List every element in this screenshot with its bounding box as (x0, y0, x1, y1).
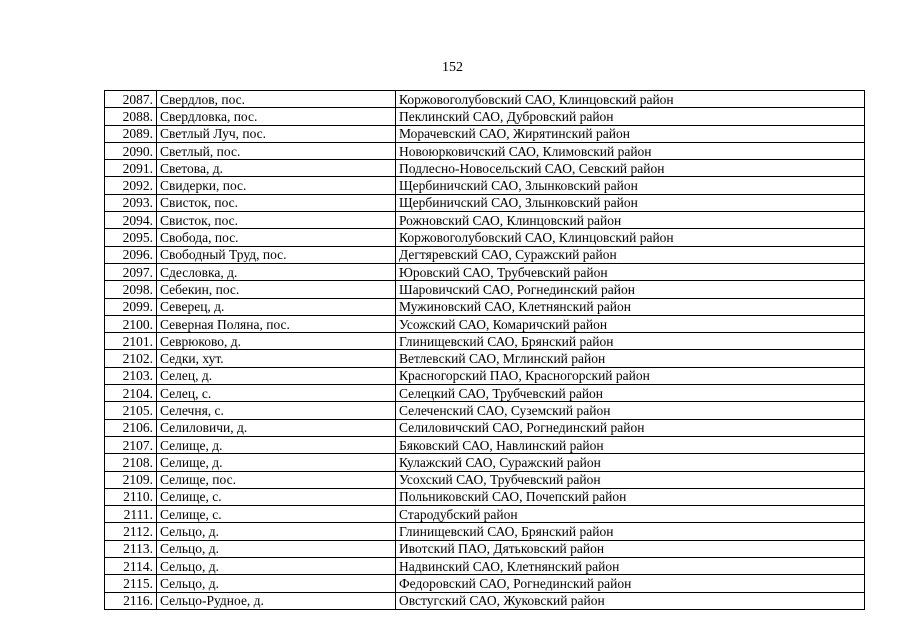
row-number-cell: 2100. (105, 315, 157, 332)
administrative-district-cell: Шаровичский САО, Рогнединский район (396, 281, 865, 298)
settlement-name-cell: Селец, с. (157, 385, 396, 402)
table-row (105, 558, 865, 575)
settlement-name-cell: Селище, д. (157, 454, 396, 471)
row-number-cell: 2110. (105, 488, 157, 505)
settlement-name-cell: Селечня, с. (157, 402, 396, 419)
administrative-district-cell: Морачевский САО, Жирятинский район (396, 125, 865, 142)
administrative-district-cell: Усохский САО, Трубчевский район (396, 471, 865, 488)
table-row (105, 402, 865, 419)
table-row (105, 160, 865, 177)
row-number-cell: 2112. (105, 523, 157, 540)
settlements-table (104, 90, 865, 610)
settlement-name-cell: Селище, пос. (157, 471, 396, 488)
table-row (105, 350, 865, 367)
administrative-district-cell: Усожский САО, Комаричский район (396, 315, 865, 332)
administrative-district-cell: Федоровский САО, Рогнединский район (396, 575, 865, 592)
settlements-table-body (105, 91, 865, 610)
settlement-name-cell: Свидерки, пос. (157, 177, 396, 194)
administrative-district-cell: Подлесно-Новосельский САО, Севский район (396, 160, 865, 177)
administrative-district-cell: Селиловичский САО, Рогнединский район (396, 419, 865, 436)
table-row (105, 177, 865, 194)
administrative-district-cell: Польниковский САО, Почепский район (396, 488, 865, 505)
table-row (105, 575, 865, 592)
row-number-cell: 2104. (105, 385, 157, 402)
settlement-name-cell: Сельцо, д. (157, 540, 396, 557)
settlement-name-cell: Севрюково, д. (157, 333, 396, 350)
settlement-name-cell: Селиловичи, д. (157, 419, 396, 436)
settlement-name-cell: Свердлов, пос. (157, 91, 396, 108)
row-number-cell: 2111. (105, 506, 157, 523)
row-number-cell: 2114. (105, 558, 157, 575)
table-row (105, 281, 865, 298)
administrative-district-cell: Селеченский САО, Суземский район (396, 402, 865, 419)
row-number-cell: 2094. (105, 212, 157, 229)
table-row (105, 229, 865, 246)
administrative-district-cell: Коржовоголубовский САО, Клинцовский район (396, 91, 865, 108)
row-number-cell: 2102. (105, 350, 157, 367)
table-row (105, 385, 865, 402)
settlement-name-cell: Северная Поляна, пос. (157, 315, 396, 332)
table-row (105, 315, 865, 332)
table-row (105, 298, 865, 315)
administrative-district-cell: Кулажский САО, Суражский район (396, 454, 865, 471)
settlement-name-cell: Свердловка, пос. (157, 108, 396, 125)
table-row (105, 488, 865, 505)
administrative-district-cell: Рожновский САО, Клинцовский район (396, 212, 865, 229)
administrative-district-cell: Коржовоголубовский САО, Клинцовский район (396, 229, 865, 246)
administrative-district-cell: Ветлевский САО, Мглинский район (396, 350, 865, 367)
table-row (105, 540, 865, 557)
administrative-district-cell: Дегтяревский САО, Суражский район (396, 246, 865, 263)
administrative-district-cell: Пеклинский САО, Дубровский район (396, 108, 865, 125)
row-number-cell: 2107. (105, 436, 157, 453)
administrative-district-cell: Мужиновский САО, Клетнянский район (396, 298, 865, 315)
row-number-cell: 2103. (105, 367, 157, 384)
settlement-name-cell: Северец, д. (157, 298, 396, 315)
row-number-cell: 2095. (105, 229, 157, 246)
table-row (105, 263, 865, 280)
row-number-cell: 2099. (105, 298, 157, 315)
row-number-cell: 2090. (105, 142, 157, 159)
row-number-cell: 2108. (105, 454, 157, 471)
administrative-district-cell: Юровский САО, Трубчевский район (396, 263, 865, 280)
settlement-name-cell: Сельцо-Рудное, д. (157, 592, 396, 609)
settlement-name-cell: Сельцо, д. (157, 523, 396, 540)
row-number-cell: 2091. (105, 160, 157, 177)
row-number-cell: 2105. (105, 402, 157, 419)
row-number-cell: 2089. (105, 125, 157, 142)
table-row (105, 592, 865, 609)
row-number-cell: 2116. (105, 592, 157, 609)
administrative-district-cell: Селецкий САО, Трубчевский район (396, 385, 865, 402)
table-row (105, 471, 865, 488)
settlement-name-cell: Свисток, пос. (157, 194, 396, 211)
administrative-district-cell: Щербиничский САО, Злынковский район (396, 194, 865, 211)
table-row (105, 367, 865, 384)
table-row (105, 108, 865, 125)
settlement-name-cell: Свисток, пос. (157, 212, 396, 229)
administrative-district-cell: Глинищевский САО, Брянский район (396, 523, 865, 540)
administrative-district-cell: Надвинский САО, Клетнянский район (396, 558, 865, 575)
row-number-cell: 2115. (105, 575, 157, 592)
table-row (105, 125, 865, 142)
settlement-name-cell: Селище, с. (157, 506, 396, 523)
administrative-district-cell: Новоюрковичский САО, Климовский район (396, 142, 865, 159)
settlement-name-cell: Себекин, пос. (157, 281, 396, 298)
settlement-name-cell: Светова, д. (157, 160, 396, 177)
table-row (105, 246, 865, 263)
settlement-name-cell: Седки, хут. (157, 350, 396, 367)
table-row (105, 454, 865, 471)
administrative-district-cell: Бяковский САО, Навлинский район (396, 436, 865, 453)
row-number-cell: 2106. (105, 419, 157, 436)
settlement-name-cell: Селище, д. (157, 436, 396, 453)
settlement-name-cell: Сельцо, д. (157, 558, 396, 575)
settlement-name-cell: Свободный Труд, пос. (157, 246, 396, 263)
settlement-name-cell: Свобода, пос. (157, 229, 396, 246)
settlement-name-cell: Светлый, пос. (157, 142, 396, 159)
row-number-cell: 2109. (105, 471, 157, 488)
settlement-name-cell: Селец, д. (157, 367, 396, 384)
row-number-cell: 2096. (105, 246, 157, 263)
table-row (105, 523, 865, 540)
table-row (105, 333, 865, 350)
settlement-name-cell: Сельцо, д. (157, 575, 396, 592)
table-row (105, 212, 865, 229)
settlement-name-cell: Светлый Луч, пос. (157, 125, 396, 142)
row-number-cell: 2098. (105, 281, 157, 298)
row-number-cell: 2087. (105, 91, 157, 108)
row-number-cell: 2113. (105, 540, 157, 557)
settlement-name-cell: Сдесловка, д. (157, 263, 396, 280)
page-number: 152 (442, 60, 463, 75)
row-number-cell: 2093. (105, 194, 157, 211)
administrative-district-cell: Красногорский ПАО, Красногорский район (396, 367, 865, 384)
table-row (105, 419, 865, 436)
administrative-district-cell: Овстугский САО, Жуковский район (396, 592, 865, 609)
row-number-cell: 2092. (105, 177, 157, 194)
row-number-cell: 2101. (105, 333, 157, 350)
settlement-name-cell: Селище, с. (157, 488, 396, 505)
row-number-cell: 2088. (105, 108, 157, 125)
table-row (105, 194, 865, 211)
table-row (105, 436, 865, 453)
administrative-district-cell: Глинищевский САО, Брянский район (396, 333, 865, 350)
table-row (105, 91, 865, 108)
administrative-district-cell: Ивотский ПАО, Дятьковский район (396, 540, 865, 557)
administrative-district-cell: Стародубский район (396, 506, 865, 523)
administrative-district-cell: Щербиничский САО, Злынковский район (396, 177, 865, 194)
table-row (105, 142, 865, 159)
row-number-cell: 2097. (105, 263, 157, 280)
table-row (105, 506, 865, 523)
